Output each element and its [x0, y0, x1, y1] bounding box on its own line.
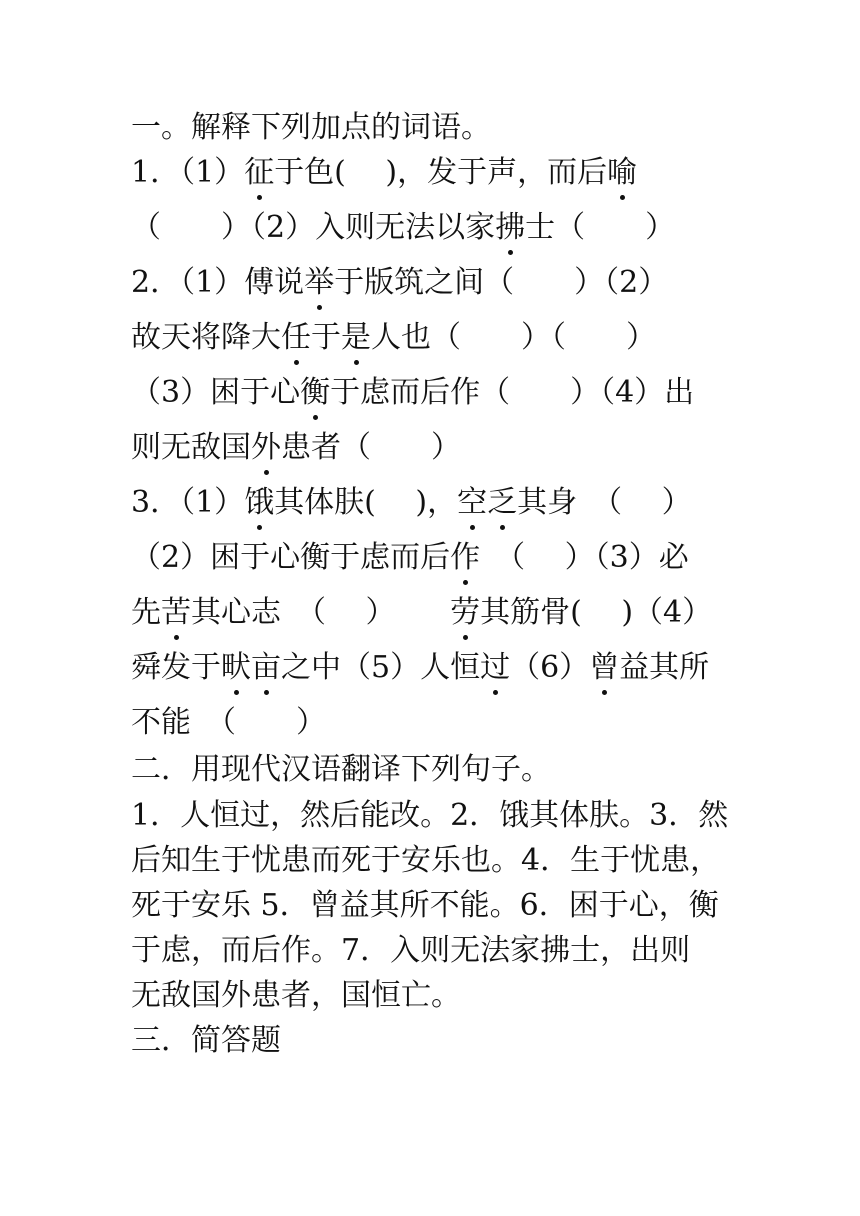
question-2-line: 则无敌国外患者（ ） [131, 428, 731, 468]
dotted-word: 衡 [300, 373, 330, 413]
dotted-word: 乏 [487, 483, 517, 523]
question-3-line: 不能 （ ） [131, 705, 326, 740]
dotted-word: 任 [281, 318, 311, 358]
dotted-word: 是 [341, 318, 371, 358]
section-one-heading: 一。解释下列加点的词语。 [131, 110, 491, 145]
dotted-word: 喻 [607, 153, 637, 193]
dotted-word: 苦 [161, 593, 191, 633]
dotted-word: 饿 [244, 483, 274, 523]
dotted-word: 举 [304, 263, 334, 303]
section-two-heading: 二．用现代汉语翻译下列句子。 [131, 752, 551, 787]
question-2-line: （3）困于心衡于虑而后作（ ）（4）出 [131, 373, 731, 413]
section-three-heading: 三．简答题 [131, 1023, 281, 1058]
question-3-line: 3．（1）饿其体肤( )，空乏其身 （ ） [131, 483, 731, 523]
question-2-line: 2．（1）傅说举于版筑之间（ ）（2） [131, 263, 731, 303]
dotted-word: 劳 [450, 593, 480, 633]
question-2-line: 故天将降大任于是人也（ ）（ ） [131, 318, 731, 358]
dotted-word: 作 [450, 538, 480, 578]
translation-line: 于虑，而后作。7．入则无法家拂士，出则 [131, 933, 691, 968]
question-1-line: 1．（1）征于色( )，发于声，而后喻 [131, 153, 731, 193]
dotted-word: 空 [457, 483, 487, 523]
translation-line: 1．人恒过，然后能改。2．饿其体肤。3．然 [131, 798, 729, 833]
translation-line: 后知生于忧患而死于安乐也。4．生于忧患， [131, 843, 721, 878]
question-3-line: 先苦其心志 （ ） 劳其筋骨( )（4） [131, 593, 731, 633]
dotted-word: 拂 [495, 208, 525, 248]
question-1-line: （ ）（2）入则无法以家拂士（ ） [131, 208, 731, 248]
dotted-word: 曾 [589, 648, 619, 688]
question-3-line: （2）困于心衡于虑而后作 （ ）（3）必 [131, 538, 731, 578]
translation-line: 无敌国外患者，国恒亡。 [131, 978, 461, 1013]
question-3-line: 舜发于畎亩之中（5）人恒过（6）曾益其所 [131, 648, 731, 688]
translation-line: 死于安乐 5．曾益其所不能。6．困于心，衡 [131, 888, 719, 923]
dotted-word: 征 [244, 153, 274, 193]
dotted-word: 畎 [221, 648, 251, 688]
dotted-word: 亩 [251, 648, 281, 688]
dotted-word: 过 [480, 648, 510, 688]
dotted-word: 外 [251, 428, 281, 468]
